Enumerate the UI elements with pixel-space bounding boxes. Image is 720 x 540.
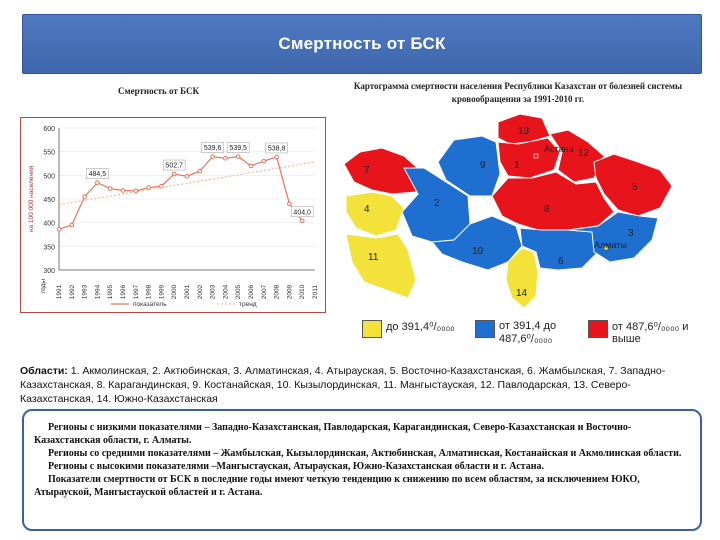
map-label-7: 7 [364,165,370,176]
region-8-karaganda [492,172,614,230]
x-tick-label-1991: 1991 [56,284,63,300]
x-tick-label-2005: 2005 [235,284,243,300]
mortality-chart [20,117,326,313]
data-point-1991 [57,227,61,231]
data-point-1992 [70,223,74,227]
x-tick-label-2004: 2004 [222,284,230,300]
regions-list [20,364,700,406]
x-tick-label-2003: 2003 [209,284,217,300]
data-point-2010 [300,219,304,223]
x-tick-label-1994: 1994 [94,284,102,300]
slide-title-bar [22,14,702,74]
legend-low-swatch [362,320,382,338]
data-label-9: 502,7 [165,162,183,170]
map-label-1: 1 [514,160,520,171]
legend-label-trend: тренд [239,301,257,308]
data-point-1996 [121,189,125,193]
y-tick-label-0: 300 [43,268,55,275]
y-tick-label-6: 600 [43,126,55,133]
map-label-11: 11 [368,252,379,263]
astana-marker [534,154,538,158]
chart-caption: Смертность от БСК [118,86,200,96]
data-point-2005 [236,155,240,159]
legend-label-indicator: показатель [133,301,167,308]
map-label-3: 3 [628,228,634,239]
data-label-19: 404,0 [293,209,311,217]
map-label-almaty: Алматы [594,240,627,250]
mortality-chart-svg [21,118,327,314]
data-point-2001 [185,174,189,178]
legend-high-swatch [588,320,608,338]
x-tick-label-1999: 1999 [158,284,166,300]
data-label-14: 539,5 [229,145,247,153]
x-tick-label-1995: 1995 [107,284,115,300]
x-tick-label-2006: 2006 [248,284,255,300]
y-tick-label-1: 350 [43,244,55,252]
data-point-2002 [198,169,202,173]
x-tick-label-2008: 2008 [273,284,281,300]
map-caption: Картограмма смертности населения Республики Казахстан от болезней системы кровообращения за 1991-2010 гг. [353,81,683,104]
legend-mid-text: от 391,4 до 487,6⁰/₀₀₀₀ [499,320,557,345]
data-label-12: 539,6 [203,145,222,153]
legend-high-text: от 487,6⁰/₀₀₀₀ и выше [612,321,689,345]
x-tick-label-1997: 1997 [132,284,140,300]
data-point-2000 [172,172,176,176]
regions-list-label: Области: [20,365,68,377]
map-label-astana: Астана [544,144,574,154]
kazakhstan-map [342,112,698,318]
data-point-2004 [224,156,228,160]
map-label-2: 2 [434,198,440,209]
x-tick-label-2010: 2010 [299,284,307,300]
summary-low: Регионы с низкими показателями – Западно-Казахстанская, Павлодарская, Карагандинская, Северо-Казахстанская и Восточно-Казахстанская области, г. Алматы. [34,422,632,446]
summary-box [22,409,702,531]
map-label-6: 6 [558,256,564,267]
data-point-1993 [83,195,87,199]
x-tick-label-2011: 2011 [312,285,319,299]
map-label-5: 5 [632,182,638,193]
map-label-14: 14 [516,288,528,299]
summary-high: Регионы с высокими показателями –Мангыстауская, Атырауская, Южно-Казахстанская области и г. Астана. [48,461,544,472]
x-tick-label-2002: 2002 [196,284,204,300]
slide-title: Смертность от БСК [278,34,446,53]
map-label-12: 12 [578,148,590,159]
y-tick-label-2: 400 [43,220,55,228]
map-label-10: 10 [472,246,484,257]
x-tick-label-2001: 2001 [184,284,191,300]
x-tick-label-1992: 1992 [68,284,76,300]
x-tick-label-2007: 2007 [260,284,268,300]
data-label-17: 538,8 [267,145,286,153]
y-axis-label: на 100 000 населения [28,165,35,233]
data-point-1995 [108,187,112,191]
data-point-2007 [262,159,266,163]
regions-list-text: 1. Акмолинская, 2. Актюбинская, 3. Алматинская, 4. Атырауская, 5. Восточно-Казахстанская, 6. Жамбылская, 7. Западно-Казахстанская, 8. Карагандинская, 9. Костанайская, 10. Кызылординская, 11. Мангыстауская, 12. Павлодарская, 13. Северо-Казахстанская, 14. Южно-Казахстанская [20,365,666,405]
kazakhstan-map-svg [342,112,698,318]
x-tick-label-2000: 2000 [171,284,179,300]
legend-high [588,320,704,345]
region-11-mangystau [346,234,416,298]
map-label-9: 9 [480,160,486,171]
legend-mid-swatch [475,320,495,338]
x-tick-label-1993: 1993 [81,284,89,300]
data-point-2008 [275,155,279,159]
map-label-8: 8 [544,204,550,215]
map-label-13: 13 [518,126,530,137]
x-tick-label-1996: 1996 [120,284,127,300]
y-tick-label-3: 450 [43,197,55,204]
x-tick-label-2009: 2009 [286,284,294,300]
y-tick-label-5: 550 [43,149,55,157]
y-tick-label-4: 500 [43,173,55,181]
x-tick-label-1998: 1998 [145,284,153,300]
x-axis-label: годы [40,278,47,294]
legend-mid [475,320,585,345]
summary-trend: Показатели смертности от БСК в последние годы имеют четкую тенденцию к снижению по всем областям, за исключением ЮКО, Атырауской, Мангыстауской областей и г. Астана. [34,474,640,498]
summary-mid: Регионы со средними показателями – Жамбылская, Кызылординская, Актюбинская, Алматинская, Костанайская и Акмолинская области. [48,448,682,459]
map-label-4: 4 [364,204,370,215]
data-point-1994 [96,181,100,185]
data-point-2003 [211,155,215,159]
data-label-3: 484,5 [88,171,107,179]
data-point-2006 [249,164,253,168]
data-point-2009 [288,202,292,206]
legend-low [362,320,474,338]
legend-low-text: до 391,4⁰/₀₀₀₀ [386,321,455,333]
region-4-atyrau [346,192,404,236]
